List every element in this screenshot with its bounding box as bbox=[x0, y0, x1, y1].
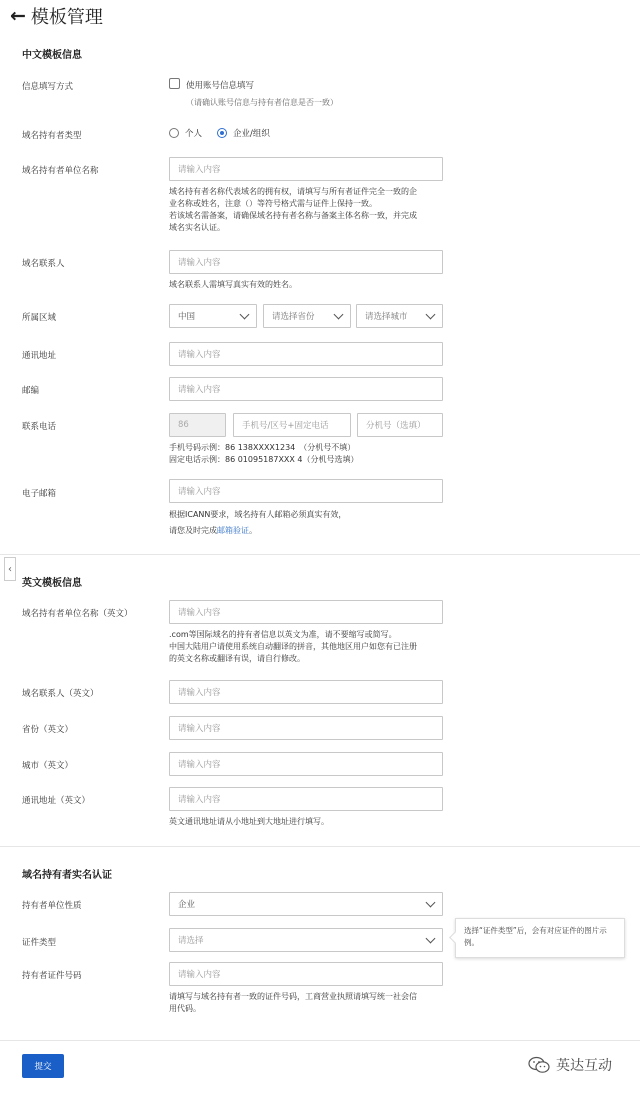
chevron-down-icon bbox=[240, 309, 250, 319]
en-city-label: 城市（英文） bbox=[22, 761, 74, 771]
email-help-prefix: 请您及时完成 bbox=[169, 526, 217, 535]
cert-number-input[interactable]: 请输入内容 bbox=[169, 962, 443, 986]
country-select[interactable] bbox=[169, 304, 257, 328]
section-divider bbox=[0, 1040, 640, 1041]
back-arrow-icon[interactable]: ← bbox=[10, 4, 26, 27]
verify-section-title: 域名持有者实名认证 bbox=[22, 870, 112, 881]
en-province-input[interactable]: 请输入内容 bbox=[169, 716, 443, 740]
cert-number-help bbox=[169, 991, 449, 1015]
holder-type-label: 域名持有者类型 bbox=[22, 131, 82, 141]
holder-nature-value: 企业 bbox=[178, 900, 196, 910]
en-address-label: 通讯地址（英文） bbox=[22, 796, 91, 806]
cert-number-label: 持有者证件号码 bbox=[22, 971, 82, 981]
email-verify-link[interactable]: 邮箱验证 bbox=[217, 526, 249, 535]
org-name-help-line: 若该域名需备案，请确保域名持有者名称与备案主体名称一致，并完成 bbox=[169, 211, 417, 220]
phone-help bbox=[169, 442, 359, 466]
use-account-info-label[interactable]: 使用账号信息填写 bbox=[186, 81, 255, 91]
en-org-name-help-line: .com等国际域名的持有者信息以英文为准，请不要缩写或简写。 bbox=[169, 630, 397, 639]
city-select[interactable] bbox=[356, 304, 443, 328]
country-value: 中国 bbox=[178, 312, 196, 322]
email-label: 电子邮箱 bbox=[22, 489, 57, 499]
radio-personal[interactable] bbox=[169, 128, 179, 138]
section-divider bbox=[0, 846, 640, 847]
postcode-input[interactable]: 请输入内容 bbox=[169, 377, 443, 401]
en-address-input[interactable]: 请输入内容 bbox=[169, 787, 443, 811]
radio-personal-label: 个人 bbox=[185, 129, 203, 139]
en-org-name-help-line: 中国大陆用户请使用系统自动翻译的拼音，其他地区用户如您有已注册 bbox=[169, 642, 417, 651]
en-contact-input[interactable]: 请输入内容 bbox=[169, 680, 443, 704]
address-label: 通讯地址 bbox=[22, 351, 57, 361]
en-org-name-input[interactable]: 请输入内容 bbox=[169, 600, 443, 624]
cert-type-tooltip: 选择“证件类型”后，会有对应证件的图片示例。 bbox=[455, 918, 625, 958]
holder-type-option-org[interactable] bbox=[217, 127, 270, 139]
email-help bbox=[169, 509, 346, 537]
en-org-name-help-line: 的英文名称或翻译有误，请自行修改。 bbox=[169, 654, 305, 663]
cert-type-select[interactable] bbox=[169, 928, 443, 952]
submit-button[interactable]: 提交 bbox=[22, 1054, 64, 1078]
page-header bbox=[10, 4, 103, 28]
phone-label: 联系电话 bbox=[22, 422, 57, 432]
en-section-title: 英文模板信息 bbox=[22, 578, 82, 589]
phone-help-line: 手机号码示例：86 138XXXX1234 （分机号不填） bbox=[169, 443, 356, 452]
email-help-line: 根据ICANN要求，域名持有人邮箱必须真实有效， bbox=[169, 510, 347, 519]
wechat-logo-icon bbox=[528, 1056, 550, 1074]
watermark bbox=[528, 1055, 612, 1075]
province-placeholder: 请选择省份 bbox=[272, 312, 315, 322]
fill-method-label: 信息填写方式 bbox=[22, 82, 74, 92]
phone-help-line: 固定电话示例：86 01095187XXX 4（分机号选填） bbox=[169, 455, 359, 464]
org-name-help-line: 业名称或姓名，注意（）等符号格式需与证件上保持一致。 bbox=[169, 199, 377, 208]
postcode-label: 邮编 bbox=[22, 386, 40, 396]
phone-extension-input[interactable]: 分机号（选填） bbox=[357, 413, 443, 437]
contact-help: 域名联系人需填写真实有效的姓名。 bbox=[169, 280, 297, 289]
holder-nature-select[interactable] bbox=[169, 892, 443, 916]
org-name-help bbox=[169, 186, 449, 234]
org-name-help-line: 域名实名认证。 bbox=[169, 223, 225, 232]
en-province-label: 省份（英文） bbox=[22, 725, 74, 735]
cn-section-title: 中文模板信息 bbox=[22, 50, 82, 61]
chevron-left-icon: ‹ bbox=[8, 563, 12, 575]
contact-input[interactable]: 请输入内容 bbox=[169, 250, 443, 274]
en-contact-label: 域名联系人（英文） bbox=[22, 689, 99, 699]
radio-org[interactable] bbox=[217, 128, 227, 138]
sidebar-collapse-tab[interactable] bbox=[4, 557, 16, 581]
chevron-down-icon bbox=[334, 309, 344, 319]
email-help-line bbox=[169, 525, 346, 537]
page-title: 模板管理 bbox=[30, 7, 103, 28]
en-city-input[interactable]: 请输入内容 bbox=[169, 752, 443, 776]
org-name-label: 域名持有者单位名称 bbox=[22, 166, 99, 176]
chevron-down-icon bbox=[426, 933, 436, 943]
en-address-help: 英文通讯地址请从小地址到大地址进行填写。 bbox=[169, 817, 329, 826]
cert-number-help-line: 用代码。 bbox=[169, 1004, 201, 1013]
cert-number-help-line: 请填写与域名持有者一致的证件号码，工商营业执照请填写统一社会信 bbox=[169, 992, 417, 1001]
phone-country-code: 86 bbox=[169, 413, 226, 437]
holder-type-option-personal[interactable] bbox=[169, 127, 202, 139]
cert-type-placeholder: 请选择 bbox=[178, 936, 204, 946]
use-account-info-checkbox[interactable] bbox=[169, 78, 180, 89]
org-name-help-line: 域名持有者名称代表域名的拥有权，请填写与所有者证件完全一致的企 bbox=[169, 187, 417, 196]
org-name-input[interactable]: 请输入内容 bbox=[169, 157, 443, 181]
chevron-down-icon bbox=[426, 309, 436, 319]
city-placeholder: 请选择城市 bbox=[365, 312, 408, 322]
phone-input[interactable]: 手机号/区号+固定电话 bbox=[233, 413, 351, 437]
contact-label: 域名联系人 bbox=[22, 259, 65, 269]
province-select[interactable] bbox=[263, 304, 351, 328]
radio-org-label: 企业/组织 bbox=[233, 129, 270, 139]
email-input[interactable]: 请输入内容 bbox=[169, 479, 443, 503]
chevron-down-icon bbox=[426, 897, 436, 907]
region-label: 所属区域 bbox=[22, 313, 57, 323]
en-org-name-help bbox=[169, 629, 449, 665]
address-input[interactable]: 请输入内容 bbox=[169, 342, 443, 366]
cert-type-label: 证件类型 bbox=[22, 938, 57, 948]
fill-method-hint: （请确认账号信息与持有者信息是否一致） bbox=[186, 98, 338, 107]
en-org-name-label: 域名持有者单位名称（英文） bbox=[22, 609, 133, 619]
watermark-text: 英达互动 bbox=[556, 1058, 612, 1074]
section-divider bbox=[0, 554, 640, 555]
email-help-suffix: 。 bbox=[249, 526, 257, 535]
holder-nature-label: 持有者单位性质 bbox=[22, 901, 82, 911]
